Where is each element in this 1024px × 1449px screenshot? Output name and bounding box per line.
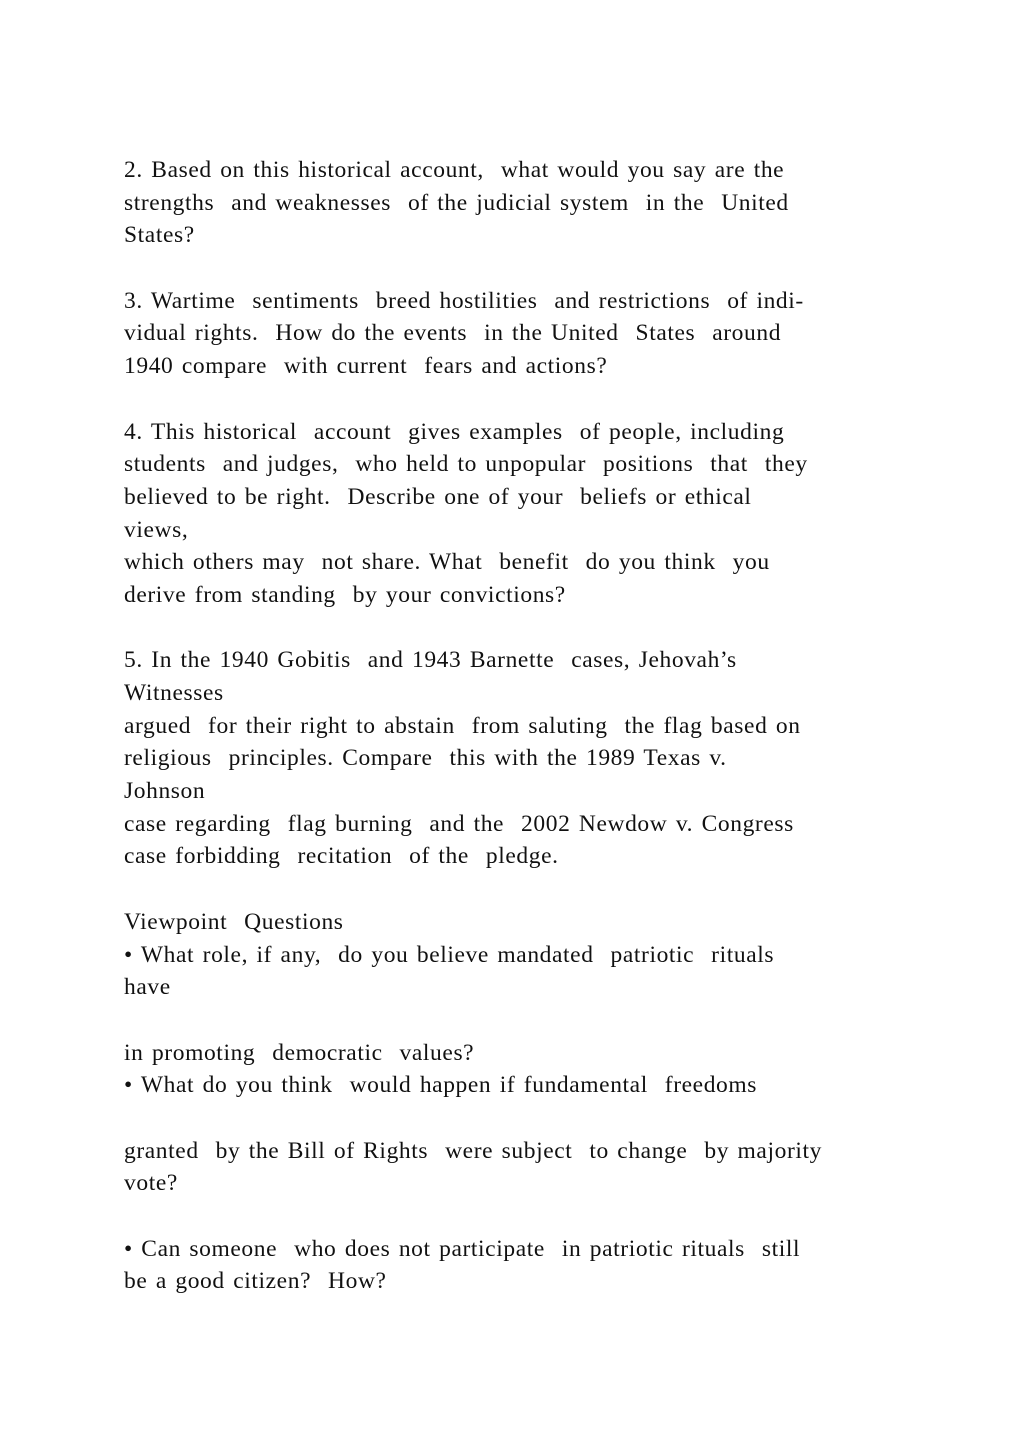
- text-line: strengths and weaknesses of the judicial system in the United: [124, 189, 789, 216]
- text-line: which others may not share. What benefit do you think you: [124, 549, 770, 576]
- text-line: believed to be right. Describe one of your beliefs or ethical: [124, 483, 752, 510]
- blank-line: [124, 1102, 904, 1135]
- text-line: vote?: [124, 1170, 178, 1197]
- section-heading: Viewpoint Questions: [124, 908, 344, 935]
- text-line: be a good citizen? How?: [124, 1268, 387, 1295]
- text-line: views,: [124, 516, 189, 543]
- blank-line: [124, 612, 904, 645]
- text-line: • What do you think would happen if fundamental freedoms: [124, 1072, 758, 1099]
- blank-line: [124, 252, 904, 285]
- text-line: case forbidding recitation of the pledge.: [124, 843, 559, 870]
- text-line: granted by the Bill of Rights were subject to change by majority: [124, 1137, 822, 1164]
- text-line: students and judges, who held to unpopular positions that they: [124, 451, 808, 478]
- text-line: 5. In the 1940 Gobitis and 1943 Barnette cases, Jehovah’s: [124, 647, 737, 674]
- text-line: Johnson: [124, 778, 206, 805]
- text-line: case regarding flag burning and the 2002 Newdow v. Congress: [124, 810, 794, 837]
- text-line: 3. Wartime sentiments breed hostilities and restrictions of indi-: [124, 287, 804, 314]
- text-line: 1940 compare with current fears and actions?: [124, 353, 608, 380]
- text-line: Witnesses: [124, 680, 224, 706]
- text-line: religious principles. Compare this with the 1989 Texas v.: [124, 745, 727, 772]
- text-line: • What role, if any, do you believe mandated patriotic rituals: [124, 941, 775, 968]
- text-line: States?: [124, 222, 195, 249]
- text-line: vidual rights. How do the events in the United States around: [124, 320, 782, 347]
- text-line: argued for their right to abstain from saluting the flag based on: [124, 712, 801, 739]
- text-line: 4. This historical account gives examples of people, including: [124, 418, 785, 445]
- blank-line: [124, 383, 904, 416]
- blank-line: [124, 873, 904, 906]
- text-line: 2. Based on this historical account, what would you say are the: [124, 157, 785, 183]
- document-text: [124, 154, 904, 1298]
- blank-line: [124, 1004, 904, 1037]
- text-line: • Can someone who does not participate in patriotic rituals still: [124, 1235, 801, 1262]
- text-line: derive from standing by your convictions?: [124, 581, 566, 608]
- blank-line: [124, 1200, 904, 1233]
- text-line: have: [124, 974, 171, 1001]
- text-line: in promoting democratic values?: [124, 1039, 475, 1066]
